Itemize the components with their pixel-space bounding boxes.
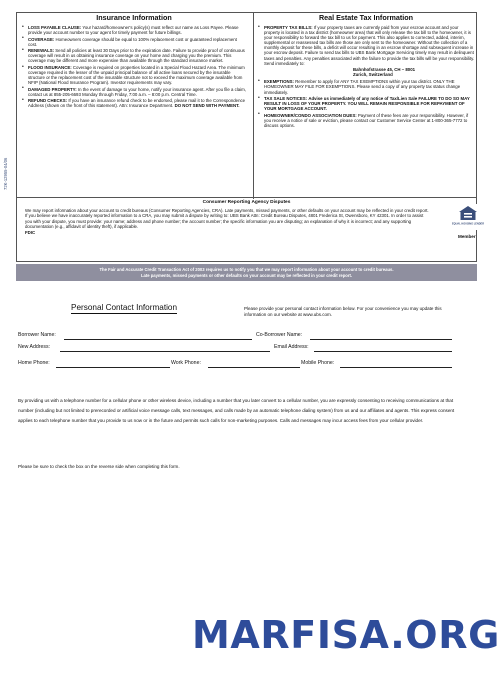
item-body: Advise us immediately of any notice of Tax/Lien Sale FAILURE TO DO SO MAY RESULT IN LOSS OF YOUR PROPERTY. YOU WILL REMAIN RESPONSIBLE FOR REPAYMENT OF YOUR MORTGAGE ACCOUNT.	[264, 96, 470, 112]
credit-disputes-title: Consumer Reporting Agency Disputes	[202, 200, 291, 205]
item-body: Coverage is required on properties located in a Special Flood Hazard Area. The minimum coverage required is the lesser of the unpaid principal balance of all active loans secured by the insurable structure or the replacement cost of the insurable structure not to exceed the maximum coverage available from NFIP (National Flood Insurance Program). Investor requirements may vary.	[28, 64, 245, 86]
reverse-side-reminder: Please be sure to check the box on the reverse side when completing this form.	[18, 464, 180, 469]
tax-item-association-dues	[257, 113, 475, 128]
contact-info-note: Please provide your personal contact information below. For your convenience you may update this information on our website at www.ubs.com.	[244, 306, 442, 317]
item-tail: DO NOT SEND WITH PAYMENT.	[174, 103, 240, 109]
tax-item-bills	[257, 25, 475, 66]
tax-item-sale-notices	[257, 96, 475, 111]
insurance-item-loss-payable	[21, 25, 247, 35]
item-head: LOSS PAYABLE CLAUSE:	[28, 25, 82, 30]
item-body: Homeowners coverage should be equal to 100% replacement cost or guaranteed replacement cost.	[28, 36, 237, 47]
fcra-line2: Late payments, missed payments or other defaults on your account may be reflected in your credit report.	[140, 272, 353, 278]
work-phone-field[interactable]	[208, 367, 300, 368]
email-label: Email Address:	[274, 344, 309, 350]
insurance-item-damaged	[21, 87, 247, 97]
item-body: If your property taxes are currently paid from your escrow account and your property is located in a tax district (homeowner area) that will only release the tax bill to the homeowner, it is your responsibility to forward the tax bill to us for payment. This also applies to corrected, added, interim, supplemental or reassessed tax bills are those are only sent to the homeowner. Without the collection of a monthly deposit for these bills, a deficit will occur resulting in an escrow shortage and subsequent increase in your escrow deposit. Failure to send tax bills to UBS Bank Mortgage Servicing timely may result in delinquent taxes and penalties. Any penalties associated with the failure to provide the tax bills will be your responsibility. Send immediately to:	[264, 25, 475, 66]
new-address-label: New Address:	[18, 344, 51, 350]
insurance-title: Insurance Information	[96, 13, 172, 22]
coborrower-name-label: Co-Borrower Name:	[256, 332, 303, 338]
borrower-name-label: Borrower Name:	[18, 332, 56, 338]
mobile-phone-field[interactable]	[340, 367, 452, 368]
coborrower-name-field[interactable]	[310, 339, 452, 340]
real-estate-title: Real Estate Tax Information	[318, 13, 414, 22]
marfisa-watermark: MARFISA.ORG	[192, 613, 500, 657]
item-head: REFUND CHECKS:	[28, 98, 68, 104]
insurance-item-flood	[21, 65, 247, 85]
item-head: DAMAGED PROPERTY:	[28, 86, 77, 92]
tax-address-line2: Zurich, Switzerland	[353, 72, 393, 78]
new-address-field[interactable]	[60, 351, 270, 352]
item-body: Remember to apply for ANY TAX EXEMPTIONS within your tax district. ONLY THE HOMEOWNER MAY FILE FOR EXEMPTIONS. Please send a copy of any property tax status change immediately.	[264, 79, 461, 95]
item-body: If you have an insurance refund check to be endorsed, please mail it to the Correspondence Address (shown on the front of this statement). Attn: Insurance Department.	[28, 98, 246, 109]
credit-disputes-section	[16, 198, 485, 262]
member-label: Member	[458, 234, 476, 239]
work-phone-label: Work Phone:	[171, 360, 201, 366]
credit-disputes-body	[25, 208, 429, 235]
column-divider	[253, 13, 254, 199]
eho-text: EQUAL HOUSING LENDER	[451, 222, 485, 226]
borrower-name-field[interactable]	[64, 339, 252, 340]
insurance-item-refund	[21, 98, 247, 108]
home-phone-label: Home Phone:	[18, 360, 50, 366]
item-head: EXEMPTIONS:	[264, 79, 294, 85]
tax-item-exemptions	[257, 79, 475, 94]
fcra-line1: The Fair and Accurate Credit Transaction Act of 2003 requires us to notify you that we may report information about your account to credit bureaus.	[99, 267, 394, 272]
tax-address-line1: Bahnhofstrasse 45, CH – 8001	[353, 67, 416, 73]
insurance-item-renewals	[21, 48, 247, 63]
insurance-section	[21, 13, 247, 110]
mobile-phone-label: Mobile Phone:	[301, 360, 335, 366]
real-estate-section	[257, 13, 475, 129]
item-body: In the event of damage to your home, notify your insurance agent. After you file a claim, contact us at 855-205-6693 Monday through Friday, 7:00 a.m. – 8:00 p.m. Central Time.	[28, 86, 246, 97]
info-panel	[16, 12, 477, 198]
equal-housing-lender-icon	[451, 204, 485, 230]
item-body: Your hazard/homeowner's policy(s) must reflect our name as Loss Payee. Please provide your account number to your agent for timely payment for future billings.	[28, 25, 239, 36]
item-head: HOMEOWNER/CONDO ASSOCIATION DUES:	[264, 112, 357, 118]
item-head: COVERAGE:	[28, 36, 55, 42]
fdic-label: FDIC	[25, 229, 36, 235]
item-head: RENEWALS:	[28, 48, 55, 54]
email-field[interactable]	[314, 351, 452, 352]
item-body: Payment of these fees are your responsibility. However, if you receive a notice of sale or eviction, please contact our Customer Service Center at 1-800-365-7772 to discuss options.	[264, 112, 469, 128]
fcra-banner	[16, 264, 477, 281]
item-head: TAX SALE NOTICES:	[264, 96, 308, 101]
item-body: Send all policies at least 30 Days prior to the expiration date. Failure to provide proof of continuous coverage will result in us obtaining insurance coverage on your home and charging you the premium. This coverage may be different and more expensive than available through the standard insurance market.	[28, 48, 245, 64]
insurance-item-coverage	[21, 37, 247, 47]
item-head: FLOOD INSURANCE:	[28, 64, 72, 70]
contact-info-title: Personal Contact Information	[71, 303, 178, 312]
phone-consent-text: By providing us with a telephone number for a cellular phone or other wireless device, including a number that you later convert to a cellular number, you are expressly consenting to receiving communications at that number (including but not limited to prerecorded or artificial voice message calls, text messages, and calls made by an automatic telephone dialing system) from us and our affiliates and agents. This express consent applies to each telephone number that you provide to us now or in the future and permits such calls for non-marketing purposes. Calls and messages may incur access fees from your cellular provider.	[18, 398, 455, 424]
form-code: 72K-12955-04/06	[3, 157, 8, 190]
credit-disputes-text: We may report information about your account to credit bureaus (Consumer Reporting Agencies, CRA). Late payments, missed payments, or other defaults on your account may be reflected in your credit report. If you believe we have inaccurately reported information to a CRA, you may submit a dispute by writing to: UBS Bank Attn: Credit Bureau Disputes, 4801 Frederica St, Owensboro, KY 42301. In order to assist you with your dispute, you must provide: your name; address and phone number; the account number; the specific information you are disputing; an explanation of why it is incorrect; and any supporting documentation (e.g., affidavit of identity theft), if applicable.	[25, 208, 429, 230]
item-head: PROPERTY TAX BILLS:	[264, 25, 313, 30]
home-phone-field[interactable]	[56, 367, 170, 368]
